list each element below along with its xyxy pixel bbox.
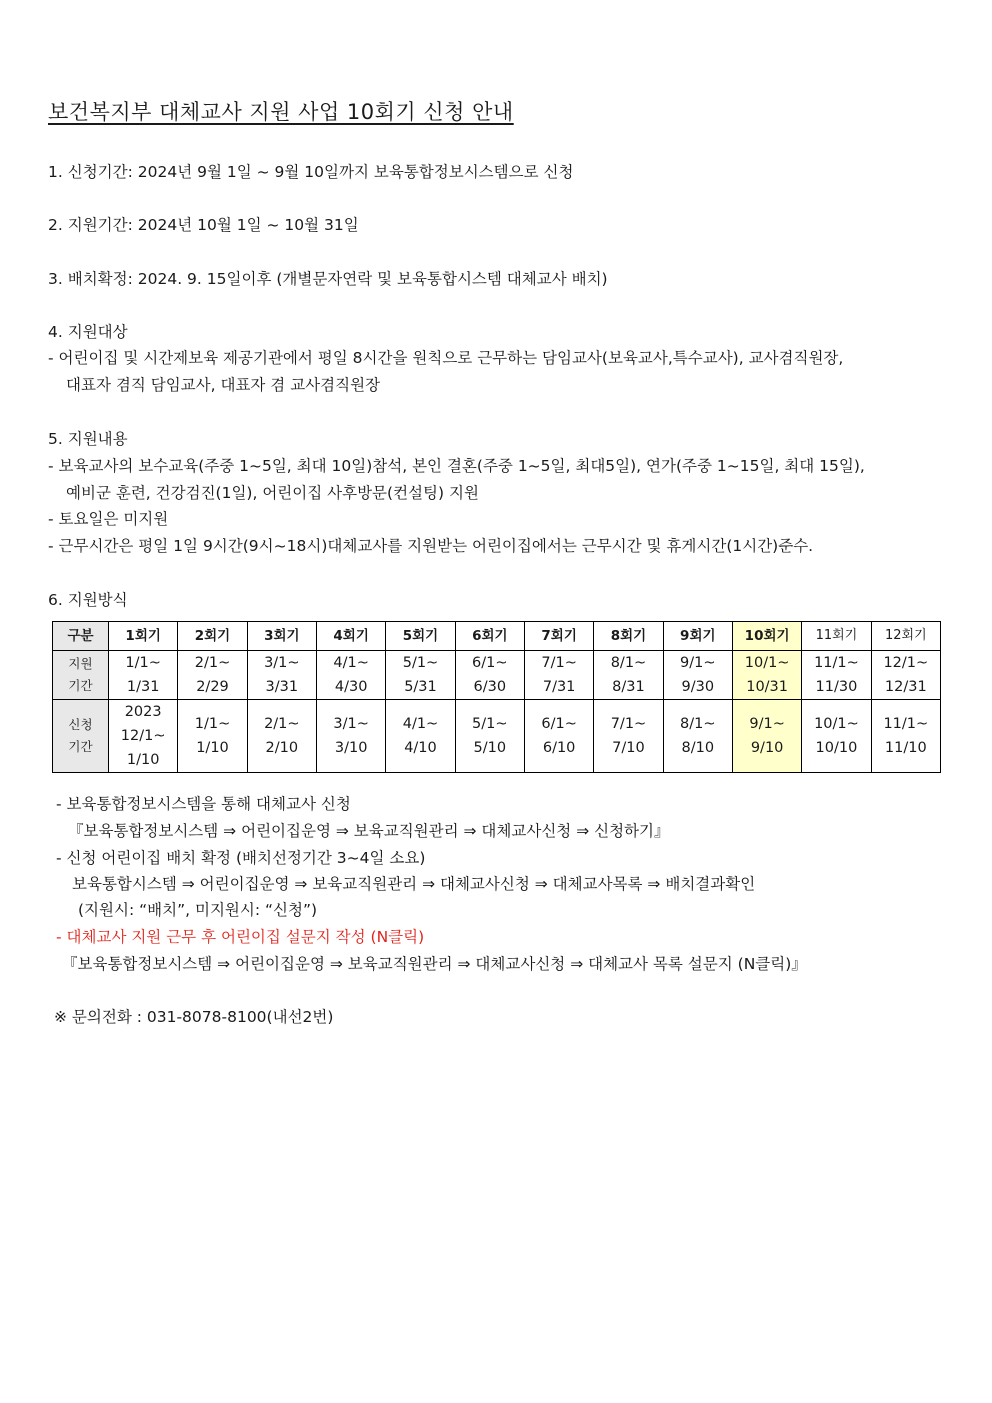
header-cell: 3회기	[247, 622, 316, 651]
support-period-row	[53, 651, 941, 700]
table-cell: 7/1~ 7/10	[594, 700, 663, 773]
apply-period: 1. 신청기간: 2024년 9월 1일 ~ 9월 10일까지 보육통합정보시스템으로 신청	[48, 163, 574, 181]
header-cell: 1회기	[109, 622, 178, 651]
table-cell: 2/1~ 2/29	[178, 651, 247, 700]
table-cell: 11/1~ 11/30	[802, 651, 871, 700]
content-heading: 5. 지원내용	[48, 430, 128, 448]
row-label-apply: 신청 기간	[53, 700, 109, 773]
assignment-confirm: 3. 배치확정: 2024. 9. 15일이후 (개별문자연락 및 보육통합시스템 대체교사 배치)	[48, 270, 608, 288]
table-cell: 4/1~ 4/10	[386, 700, 455, 773]
header-cell: 5회기	[386, 622, 455, 651]
note-confirm-path: 보육통합시스템 ⇒ 어린이집운영 ⇒ 보육교직원관리 ⇒ 대체교사신청 ⇒ 대체교사목록 ⇒ 배치결과확인	[72, 875, 756, 893]
content-line-4: - 근무시간은 평일 1일 9시간(9시~18시)대체교사를 지원받는 어린이집에서는 근무시간 및 휴게시간(1시간)준수.	[48, 537, 814, 555]
table-cell: 11/1~ 11/10	[871, 700, 940, 773]
table-cell: 8/1~ 8/31	[594, 651, 663, 700]
contact-phone: ※ 문의전화 : 031-8078-8100(내선2번)	[54, 1008, 334, 1026]
header-cell: 12회기	[871, 622, 940, 651]
table-cell: 4/1~ 4/30	[316, 651, 385, 700]
table-cell-highlighted: 10/1~ 10/31	[732, 651, 801, 700]
table-cell: 1/1~ 1/10	[178, 700, 247, 773]
content-line-3: - 토요일은 미지원	[48, 510, 169, 528]
note-survey: - 대체교사 지원 근무 후 어린이집 설문지 작성 (N클릭)	[56, 928, 425, 946]
header-cell: 8회기	[594, 622, 663, 651]
table-cell-highlighted: 9/1~ 9/10	[732, 700, 801, 773]
table-cell: 10/1~ 10/10	[802, 700, 871, 773]
table-cell: 9/1~ 9/30	[663, 651, 732, 700]
table-cell: 7/1~ 7/31	[524, 651, 593, 700]
table-header-row	[53, 622, 941, 651]
note-confirm: - 신청 어린이집 배치 확정 (배치선정기간 3~4일 소요)	[56, 849, 426, 867]
table-cell: 5/1~ 5/31	[386, 651, 455, 700]
table-cell: 1/1~ 1/31	[109, 651, 178, 700]
apply-period-row	[53, 700, 941, 773]
header-cell: 6회기	[455, 622, 524, 651]
method-heading: 6. 지원방식	[48, 591, 128, 609]
table-cell: 8/1~ 8/10	[663, 700, 732, 773]
table-cell: 5/1~ 5/10	[455, 700, 524, 773]
header-cell: 4회기	[316, 622, 385, 651]
note-apply: - 보육통합정보시스템을 통해 대체교사 신청	[56, 795, 351, 813]
note-survey-path: 『보육통합정보시스템 ⇒ 어린이집운영 ⇒ 보육교직원관리 ⇒ 대체교사신청 ⇒ 대체교사 목록 설문지 (N클릭)』	[62, 955, 807, 973]
note-apply-path: 『보육통합정보시스템 ⇒ 어린이집운영 ⇒ 보육교직원관리 ⇒ 대체교사신청 ⇒ 신청하기』	[68, 822, 670, 840]
table-cell: 2/1~ 2/10	[247, 700, 316, 773]
content-line-2: 예비군 훈련, 건강검진(1일), 어린이집 사후방문(컨설팅) 지원	[66, 484, 479, 502]
header-cell: 구분	[53, 622, 109, 651]
header-cell: 7회기	[524, 622, 593, 651]
table-cell: 6/1~ 6/10	[524, 700, 593, 773]
header-cell: 9회기	[663, 622, 732, 651]
table-cell: 3/1~ 3/31	[247, 651, 316, 700]
table-cell: 3/1~ 3/10	[316, 700, 385, 773]
table-cell: 2023 12/1~ 1/10	[109, 700, 178, 773]
schedule-table	[52, 621, 941, 773]
table-cell: 6/1~ 6/30	[455, 651, 524, 700]
support-period: 2. 지원기간: 2024년 10월 1일 ~ 10월 31일	[48, 216, 359, 234]
target-heading: 4. 지원대상	[48, 323, 128, 341]
row-label-support: 지원 기간	[53, 651, 109, 700]
table-cell: 12/1~ 12/31	[871, 651, 940, 700]
target-line-2: 대표자 겸직 담임교사, 대표자 겸 교사겸직원장	[66, 376, 381, 394]
header-cell-highlighted: 10회기	[732, 622, 801, 651]
header-cell: 11회기	[802, 622, 871, 651]
note-confirm-sub: (지원시: “배치”, 미지원시: “신청”)	[78, 901, 318, 919]
target-line-1: - 어린이집 및 시간제보육 제공기관에서 평일 8시간을 원칙으로 근무하는 담임교사(보육교사,특수교사), 교사겸직원장,	[48, 349, 844, 367]
header-cell: 2회기	[178, 622, 247, 651]
document-title: 보건복지부 대체교사 지원 사업 10회기 신청 안내	[48, 100, 514, 124]
content-line-1: - 보육교사의 보수교육(주중 1~5일, 최대 10일)참석, 본인 결혼(주중 1~5일, 최대5일), 연가(주중 1~15일, 최대 15일),	[48, 457, 865, 475]
